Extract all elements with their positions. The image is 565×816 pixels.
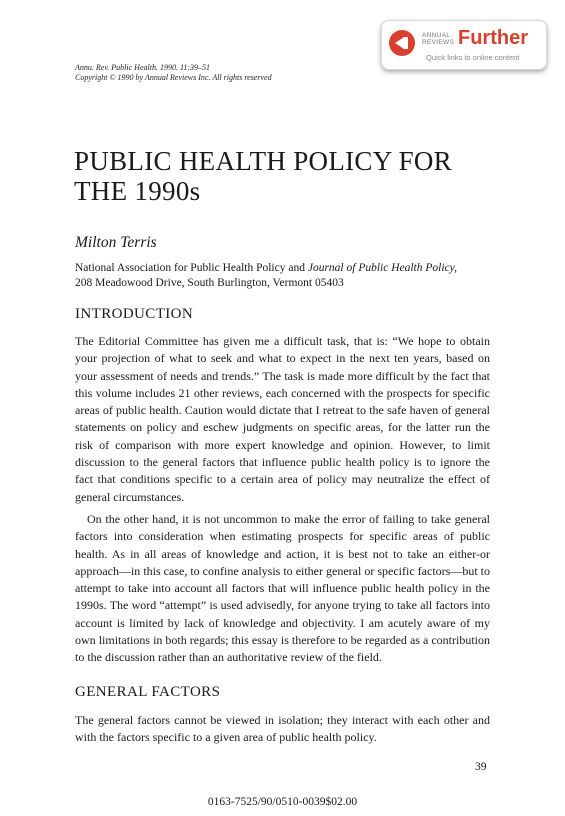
further-badge[interactable] bbox=[381, 20, 547, 70]
paragraph: The general factors cannot be viewed in isolation; they interact with each other and with the factors specific to a given area of public health policy. bbox=[75, 713, 490, 745]
copyright-line: Copyright © 1990 by Annual Reviews Inc. All rights reserved bbox=[75, 72, 272, 82]
citation-line: Annu. Rev. Public Health. 1990. 11:39–51 bbox=[75, 63, 211, 72]
further-label: Further bbox=[458, 27, 528, 49]
section-heading-introduction: INTRODUCTION bbox=[75, 306, 194, 322]
paragraph: On the other hand, it is not uncommon to make the error of failing to take general factors into consideration when estimating prospects for specific areas of public health. As in all areas of knowledge and action, it is best not to take an either-or approach—in this case, to confine analysis to either general or specific factors—but to attempt to take into account all factors that will influence public health policy in the 1990s. The word “attempt” is used advisedly, for anyone trying to take all factors into account is limited by lack of knowledge and objectivity. I am acutely aware of my own limitations in both regards; this essay is therefore to be regarded as a contribution to the discussion rather than an authoritative review of the field. bbox=[75, 512, 490, 665]
author-name: Milton Terris bbox=[75, 234, 157, 251]
section-heading-general-factors: GENERAL FACTORS bbox=[75, 684, 221, 700]
article-title: PUBLIC HEALTH POLICY FOR THE 1990s bbox=[74, 146, 452, 206]
affiliation-journal: Journal of Public Health Policy, bbox=[307, 262, 457, 274]
annual-reviews-wordmark: ANNUAL REVIEWS bbox=[422, 32, 455, 46]
citation-block bbox=[75, 63, 272, 82]
annual-reviews-logo-icon bbox=[389, 30, 415, 56]
affiliation-org: National Association for Public Health Policy and bbox=[75, 262, 308, 274]
author-affiliation bbox=[75, 261, 495, 291]
page-number: 39 bbox=[475, 761, 487, 773]
further-tagline: Quick links to online content bbox=[426, 53, 520, 62]
article-code: 0163-7525/90/0510-0039$02.00 bbox=[207, 796, 358, 808]
affiliation-address: 208 Meadowood Drive, South Burlington, Vermont 05403 bbox=[75, 277, 344, 289]
paragraph: The Editorial Committee has given me a difficult task, that is: “We hope to obtain your projection of what to seek and what to expect in the next ten years, based on your assessment of needs and trends.” The task is made more difficult by the fact that this volume includes 21 other reviews, each concerned with the prospects for specific areas of public health. Caution would dictate that I retreat to the safe haven of general statements on policy and eschew judgments on specific areas, for the latter run the risk of comparison with more expert knowledge and opinion. However, to limit discussion to the general factors that influence public health policy is to ignore the fact that conditions specific to a certain area of policy may neutralize the effect of general circumstances. bbox=[75, 334, 490, 504]
